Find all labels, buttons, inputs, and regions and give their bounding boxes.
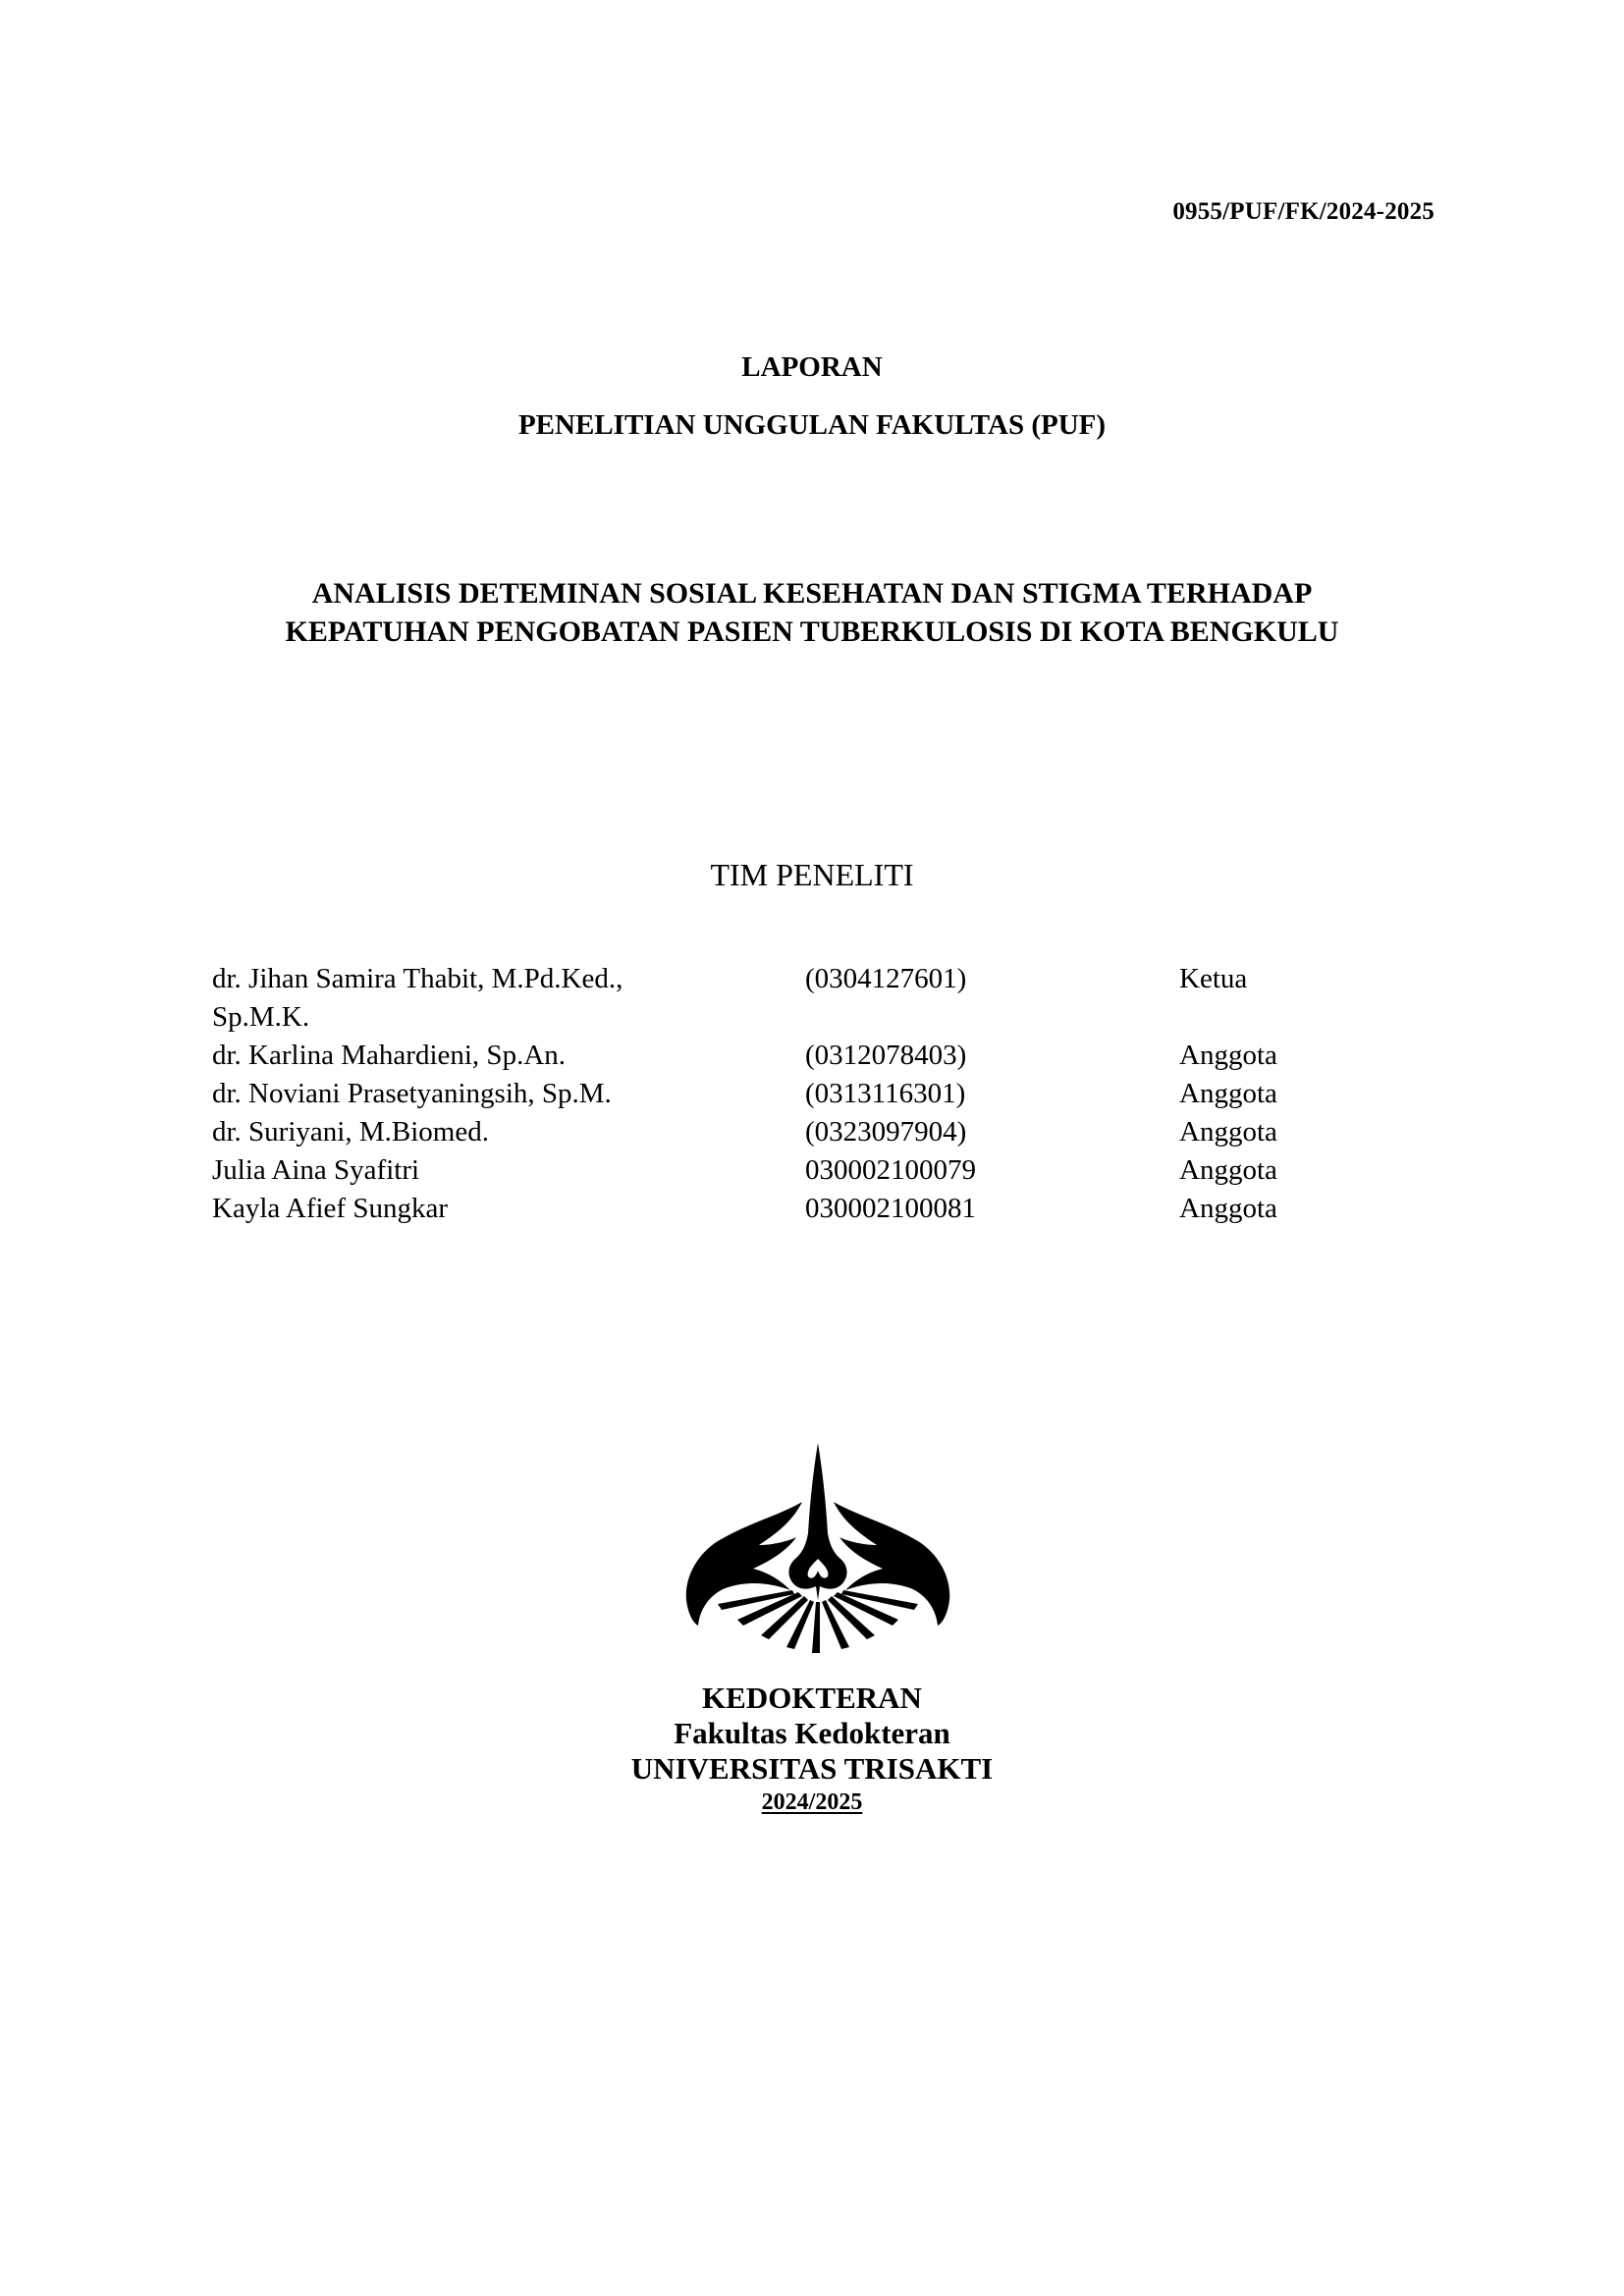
research-title bbox=[0, 574, 1624, 651]
emblem-left-wing bbox=[686, 1502, 802, 1626]
faculty-block bbox=[0, 1681, 1624, 1818]
team-heading: TIM PENELITI bbox=[710, 857, 914, 892]
research-title-line-2: KEPATUHAN PENGOBATAN PASIEN TUBERKULOSIS DI KOTA BENGKULU bbox=[285, 615, 1339, 648]
emblem-center-spike bbox=[788, 1443, 846, 1600]
emblem-right-wing bbox=[834, 1502, 949, 1626]
document-number: 0955/PUF/FK/2024-2025 bbox=[1172, 198, 1435, 225]
report-subtitle: PENELITIAN UNGGULAN FAKULTAS (PUF) bbox=[517, 409, 1107, 441]
team-list bbox=[212, 960, 1449, 1228]
member-role: Anggota bbox=[1179, 1078, 1277, 1109]
research-title-line-1: ANALISIS DETEMINAN SOSIAL KESEHATAN DAN STIGMA TERHADAP bbox=[311, 577, 1313, 610]
member-id: 030002100081 bbox=[805, 1193, 976, 1224]
team-member-row bbox=[212, 1113, 1449, 1151]
academic-year: 2024/2025 bbox=[761, 1789, 863, 1815]
member-role: Anggota bbox=[1179, 1154, 1277, 1186]
member-name: Kayla Afief Sungkar bbox=[212, 1193, 448, 1224]
member-id: 030002100079 bbox=[805, 1154, 976, 1186]
report-label: LAPORAN bbox=[741, 351, 883, 383]
member-name: Julia Aina Syafitri bbox=[212, 1154, 420, 1186]
emblem-ray bbox=[812, 1602, 820, 1653]
university-emblem-icon bbox=[684, 1443, 951, 1657]
faculty-name: Fakultas Kedokteran bbox=[674, 1716, 950, 1750]
university-name: UNIVERSITAS TRISAKTI bbox=[630, 1751, 994, 1786]
team-member-row bbox=[212, 1151, 1449, 1190]
member-id: (0312078403) bbox=[805, 1040, 967, 1071]
member-name: dr. Suriyani, M.Biomed. bbox=[212, 1116, 489, 1148]
member-role: Anggota bbox=[1179, 1040, 1277, 1071]
member-role: Anggota bbox=[1179, 1116, 1277, 1148]
member-role: Ketua bbox=[1179, 963, 1248, 994]
member-name-line: dr. Jihan Samira Thabit, M.Pd.Ked., bbox=[212, 963, 623, 994]
member-name bbox=[212, 960, 801, 1037]
team-member-row bbox=[212, 1037, 1449, 1075]
member-role: Anggota bbox=[1179, 1193, 1277, 1224]
member-id: (0323097904) bbox=[805, 1116, 967, 1148]
team-member-row bbox=[212, 1075, 1449, 1113]
member-name: dr. Noviani Prasetyaningsih, Sp.M. bbox=[212, 1078, 612, 1109]
team-member-row bbox=[212, 1190, 1449, 1228]
team-member-row bbox=[212, 960, 1449, 1037]
member-name-continuation: Sp.M.K. bbox=[212, 1001, 310, 1033]
member-id: (0304127601) bbox=[805, 963, 967, 994]
member-id: (0313116301) bbox=[805, 1078, 966, 1109]
program-name: KEDOKTERAN bbox=[702, 1681, 922, 1715]
member-name: dr. Karlina Mahardieni, Sp.An. bbox=[212, 1040, 567, 1071]
